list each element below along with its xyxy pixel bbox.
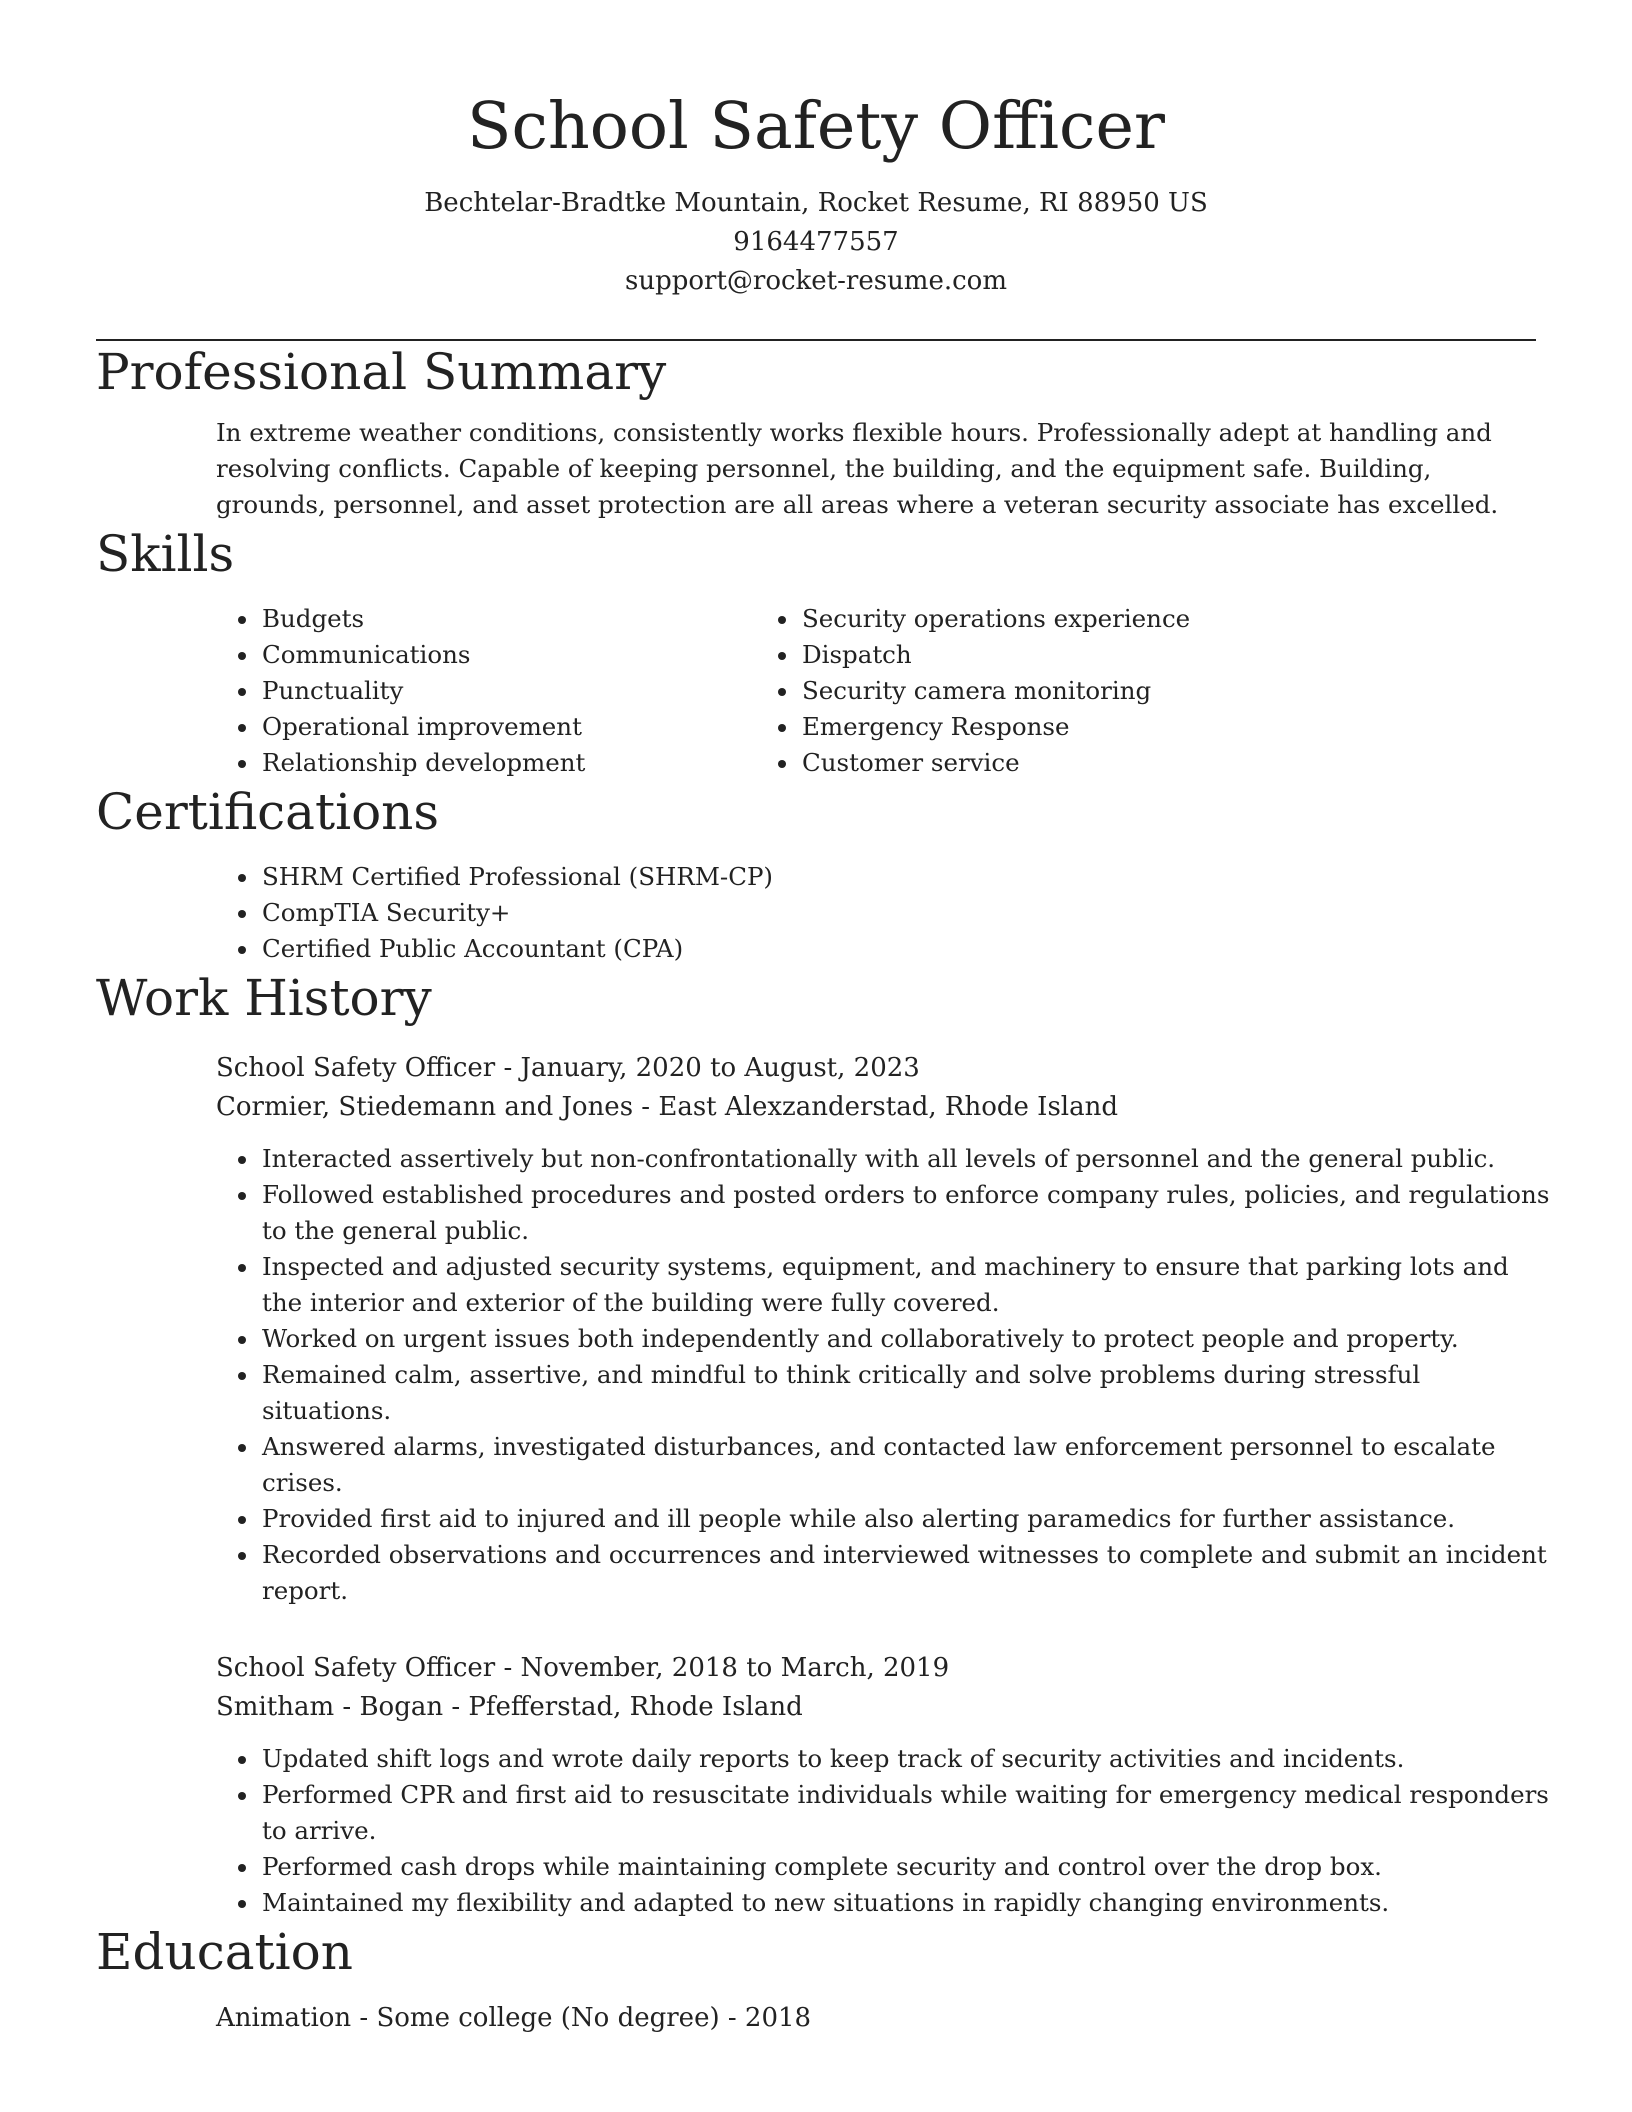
phone: 9164477557 [733, 227, 899, 257]
job-duty: • Followed established procedures and posted orders to enforce company rules, policies, and regulations to the general public. [260, 1177, 1550, 1249]
job-duty: • Updated shift logs and wrote daily reports to keep track of security activities and incidents. [260, 1741, 1550, 1777]
job-duties-list [216, 1141, 1550, 1609]
skill-item: • Budgets [260, 601, 746, 637]
job-duty: • Answered alarms, investigated disturbances, and contacted law enforcement personnel to escalate crises. [260, 1429, 1550, 1501]
job-duty: • Interacted assertively but non-confrontationally with all levels of personnel and the general public. [260, 1141, 1550, 1177]
section-title-certifications: Certifications [96, 783, 440, 841]
address: Bechtelar-Bradtke Mountain, Rocket Resume, RI 88950 US [424, 188, 1208, 218]
job-duty: • Performed cash drops while maintaining complete security and control over the drop box. [260, 1849, 1550, 1885]
section-title-summary: Professional Summary [96, 343, 667, 401]
section-title-education: Education [96, 1923, 353, 1981]
summary-text: In extreme weather conditions, consistently works flexible hours. Professionally adept at handling and resolving conflicts. Capable of keeping personnel, the building, and the equipment safe. Building, grounds, personnel, and asset protection are all areas where a veteran security associate has excelled. [216, 418, 1499, 519]
resume-header [96, 0, 1536, 301]
resume-page [96, 0, 1550, 2038]
certifications-list [96, 859, 1440, 967]
job-duty: • Inspected and adjusted security systems, equipment, and machinery to ensure that parking lots and the interior and exterior of the building were fully covered. [260, 1249, 1550, 1321]
job-duty: • Maintained my flexibility and adapted to new situations in rapidly changing environments. [260, 1885, 1550, 1921]
job-duty: • Worked on urgent issues both independently and collaboratively to protect people and property. [260, 1321, 1550, 1357]
education-entry: Animation - Some college (No degree) - 2018 [216, 2003, 812, 2033]
job-employer-location: Cormier, Stiedemann and Jones - East Alexzanderstad, Rhode Island [216, 1092, 1118, 1122]
job-duty: • Remained calm, assertive, and mindful to think critically and solve problems during stressful situations. [260, 1357, 1550, 1429]
skill-item: • Communications [260, 637, 746, 673]
job-duties-list [216, 1741, 1550, 1921]
job-duty: • Recorded observations and occurrences and interviewed witnesses to complete and submit an incident report. [260, 1537, 1550, 1609]
section-title-skills: Skills [96, 525, 235, 583]
job-title-dates: School Safety Officer - January, 2020 to August, 2023 [216, 1053, 920, 1083]
job-duty: • Performed CPR and first aid to resuscitate individuals while waiting for emergency medical responders to arrive. [260, 1777, 1550, 1849]
email: support@rocket-resume.com [624, 266, 1007, 296]
job-duty: • Provided first aid to injured and ill people while also alerting paramedics for further assistance. [260, 1501, 1550, 1537]
certification-item: • CompTIA Security+ [260, 895, 1440, 931]
section-title-work-history: Work History [96, 969, 432, 1027]
skill-item: • Emergency Response [800, 709, 1190, 745]
skill-item: • Customer service [800, 745, 1190, 781]
skill-item: • Security operations experience [800, 601, 1190, 637]
skills-column-1 [96, 601, 746, 781]
certification-item: • SHRM Certified Professional (SHRM-CP) [260, 859, 1440, 895]
skills-column-2 [746, 601, 1190, 781]
job-title-dates: School Safety Officer - November, 2018 to March, 2019 [216, 1653, 950, 1683]
job-entry [216, 1049, 1550, 1609]
job-entry [216, 1649, 1549, 1921]
skill-item: • Security camera monitoring [800, 673, 1190, 709]
skill-item: • Dispatch [800, 637, 1190, 673]
resume-name: School Safety Officer [466, 89, 1166, 164]
job-employer-location: Smitham - Bogan - Pfefferstad, Rhode Island [216, 1692, 803, 1722]
certification-item: • Certified Public Accountant (CPA) [260, 931, 1440, 967]
skill-item: • Operational improvement [260, 709, 746, 745]
skills-list [96, 601, 1536, 781]
skill-item: • Punctuality [260, 673, 746, 709]
skill-item: • Relationship development [260, 745, 746, 781]
contact-info [96, 184, 1536, 301]
